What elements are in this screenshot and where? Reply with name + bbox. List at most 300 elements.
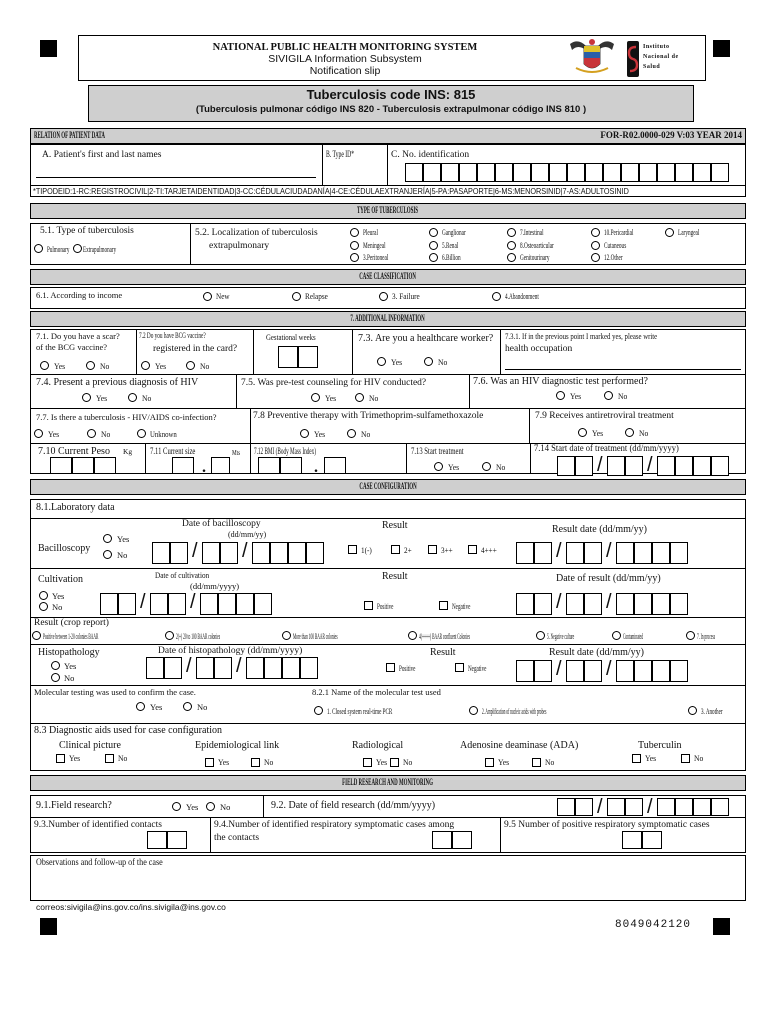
crop-option-4-radio[interactable] [408,631,417,640]
height-cell-1[interactable] [172,457,194,474]
id-number-cell-6[interactable] [495,163,513,182]
bac-result-4-checkbox[interactable] [468,545,477,554]
bacilloscopy-date-label: Date of bacilloscopy [182,519,261,529]
id-number-cell-14[interactable] [639,163,657,182]
health-occupation-field[interactable] [505,369,741,370]
id-number-cell-5[interactable] [477,163,495,182]
bacilloscopy-result-date-day-1[interactable] [516,542,534,564]
q74-no-label: No [142,393,152,403]
cultivation-result-date-year-1[interactable] [616,593,634,615]
histopathology-positive-checkbox[interactable] [386,663,395,672]
histopathology-result-date-year-3[interactable] [652,660,670,682]
income-option-1-radio[interactable] [203,292,212,301]
income-option-3-radio[interactable] [379,292,388,301]
treatment-start-date-year-3[interactable] [693,456,711,476]
field-research-date-month-1[interactable] [607,798,625,816]
cultivation-result-date-year-4[interactable] [670,593,688,615]
field-research-date-day-1[interactable] [557,798,575,816]
cultivation-date-year-4[interactable] [254,593,272,615]
histopathology-positive-label: Positive [399,663,416,673]
histopathology-date-year-3[interactable] [282,657,300,679]
bacilloscopy-date-slash-1: / [192,540,198,562]
field-research-date-label: 9.2. Date of field research (dd/mm/yyyy) [271,800,436,811]
treatment-start-date-year-2[interactable] [675,456,693,476]
bacilloscopy-date-year-4[interactable] [306,542,324,564]
id-types-legend-wrap [33,187,730,196]
bac-result-4-label-wrap [481,546,500,555]
localization-6-radio[interactable] [429,253,438,262]
molecular-test-label: Molecular testing was used to confirm the case. [34,687,196,697]
treatment-start-date-day-1[interactable] [557,456,575,476]
localization-2-label: Meningeal [363,240,386,250]
id-number-cell-13[interactable] [621,163,639,182]
bacilloscopy-label: Bacilloscopy [38,543,91,554]
q72-yes-label: Yes [155,361,167,371]
divider [530,443,531,474]
cultivation-date-label-wrap [155,571,219,580]
bac-result-2-label-wrap [404,546,413,555]
divider [30,723,746,724]
diag-aid-5-no-checkbox[interactable] [681,754,690,763]
id-number-cell-9[interactable] [549,163,567,182]
q79-yes-radio[interactable] [578,428,587,437]
field-research-date-day-2[interactable] [575,798,593,816]
cultivation-date-slash-1: / [140,591,146,613]
income-option-4-label: 4.Abandonment [505,291,539,301]
id-number-cell-4[interactable] [459,163,477,182]
divider [136,329,137,374]
crop-option-6-label: Contaminated [623,631,644,641]
contacts-cell-2[interactable] [167,831,187,849]
bac-result-3-checkbox[interactable] [428,545,437,554]
cultivation-positive-checkbox[interactable] [364,601,373,610]
q76-no-label: No [618,391,628,401]
diag-aid-1-yes-label: Yes [69,753,81,763]
histopathology-date-day-1[interactable] [146,657,164,679]
diag-aid-3-yes-label-wrap [376,758,388,767]
cultivation-date-year-2[interactable] [218,593,236,615]
form-serial-number: 8049042120 [615,919,692,931]
histopathology-result-date-year-4[interactable] [670,660,688,682]
cultivation-result-date-day-1[interactable] [516,593,534,615]
histopathology-date-slash-2: / [236,655,242,677]
diag-aid-5-no-label-wrap [694,754,704,763]
diag-aid-5-label-wrap [638,741,682,752]
bac-result-1-label-wrap [361,546,374,555]
q71-no-label: No [100,361,110,371]
divider [322,144,323,185]
contacts-cell-1[interactable] [147,831,167,849]
bacilloscopy-date-year-1[interactable] [252,542,270,564]
diag-aid-3-no-checkbox[interactable] [390,758,399,767]
histopathology-date-label: Date of histopathology (dd/mm/yyyy) [158,646,303,656]
symptomatic-cell-2[interactable] [452,831,472,849]
q79-no-radio[interactable] [625,428,634,437]
cultivation-date-year-1[interactable] [200,593,218,615]
diag-aid-2-label-wrap [195,741,279,752]
positive-symptomatic-cell-1[interactable] [622,831,642,849]
treatment-start-date-year-4[interactable] [711,456,729,476]
bacilloscopy-result-label: Result [382,520,408,531]
q713-no-label-wrap [496,463,506,472]
bacilloscopy-result-date-month-1[interactable] [566,542,584,564]
localization-13-label: Laryngeal [678,227,700,237]
molecular-option-1-label-wrap [327,707,436,716]
localization-7-label: 7.Intestinal [520,227,544,237]
localization-9-label-wrap [520,253,568,262]
q77-unknown-label-wrap [150,430,184,439]
coat-of-arms-logo [566,38,618,78]
diag-aid-2-no-checkbox[interactable] [251,758,260,767]
histopathology-result-date-month-2[interactable] [584,660,602,682]
bacilloscopy-result-date-year-2[interactable] [634,542,652,564]
q75-label: 7.5. Was pre-test counseling for HIV conducted? [241,378,427,388]
gestational-weeks-cell-1[interactable] [278,346,298,368]
cultivation-yes-radio[interactable] [39,591,48,600]
localization-11-radio[interactable] [591,241,600,250]
treatment-start-date-month-1[interactable] [607,456,625,476]
q713-no-radio[interactable] [482,462,491,471]
cultivation-date-month-2[interactable] [168,593,186,615]
bacilloscopy-no-radio[interactable] [103,550,112,559]
localization-label-2: extrapulmonary [209,241,270,251]
id-number-cell-15[interactable] [657,163,675,182]
diag-aid-2-no-label: No [264,757,274,767]
gestational-weeks-cell-2[interactable] [298,346,318,368]
histopathology-negative-label-wrap [468,664,499,673]
diag-aid-1-yes-checkbox[interactable] [56,754,65,763]
bmi-cell-3[interactable] [324,457,346,474]
histopathology-result-date-year-1[interactable] [616,660,634,682]
patient-data-band-text: RELATION OF PATIENT DATA [34,130,105,140]
height-cell-2[interactable] [211,457,230,474]
ins-logo-s-icon [627,41,639,77]
q73-no-radio[interactable] [424,357,433,366]
id-number-cell-12[interactable] [603,163,621,182]
bacilloscopy-date-day-1[interactable] [152,542,170,564]
localization-13-radio[interactable] [665,228,674,237]
q76-no-radio[interactable] [604,391,613,400]
cultivation-date-year-3[interactable] [236,593,254,615]
field-research-date-year-1[interactable] [657,798,675,816]
id-number-cell-8[interactable] [531,163,549,182]
field-research-date-slash-1: / [597,796,603,818]
id-number-cell-7[interactable] [513,163,531,182]
molecular-option-2-radio[interactable] [469,706,478,715]
crop-option-2-radio[interactable] [165,631,174,640]
bac-result-2-label: 2+ [404,545,412,555]
q713-yes-radio[interactable] [434,462,443,471]
q77-unknown-radio[interactable] [137,429,146,438]
id-types-legend: *TIPODEID:1-RC:REGISTROCIVIL|2-TI:TARJETAIDENTIDAD|3-CC:CÉDULACIUDADANÍA|4-CE:CÉDULAEXTRANJERÍA|5-PA:PASAPORTE|6-MS:MENORSINID|7-AS:ADULTOSINID [33,186,629,196]
case-classification-box [30,287,746,309]
cultivation-result-label: Result [382,571,408,582]
crop-option-3-radio[interactable] [282,631,291,640]
weight-cell-2[interactable] [72,457,94,474]
q77-no-radio[interactable] [87,429,96,438]
molecular-yes-radio[interactable] [136,702,145,711]
diag-aid-4-yes-label-wrap [498,758,510,767]
weight-cell-3[interactable] [94,457,116,474]
ins-logo-text-1: Instituto [643,44,670,50]
histopathology-date-month-2[interactable] [214,657,232,679]
bacilloscopy-date-month-1[interactable] [202,542,220,564]
histopathology-date-month-1[interactable] [196,657,214,679]
cultivation-no-label: No [52,602,63,612]
histopathology-date-year-4[interactable] [300,657,318,679]
bacilloscopy-result-date-year-1[interactable] [616,542,634,564]
q74-yes-label-wrap [96,394,108,403]
q77-yes-radio[interactable] [34,429,43,438]
cultivation-result-date-year-2[interactable] [634,593,652,615]
case-configuration-band-text: CASE CONFIGURATION [359,481,417,491]
histopathology-date-year-2[interactable] [264,657,282,679]
bmi-cell-2[interactable] [280,457,302,474]
id-number-cell-16[interactable] [675,163,693,182]
crop-option-1-radio[interactable] [32,631,41,640]
histopathology-result-date-month-1[interactable] [566,660,584,682]
histopathology-date-day-2[interactable] [164,657,182,679]
localization-10-label-wrap [604,228,651,237]
localization-11-label-wrap [604,241,640,250]
field-research-date-year-2[interactable] [675,798,693,816]
q75-yes-label-wrap [325,394,337,403]
molecular-option-1-label: 1. Closed system real-time PCR [327,706,393,716]
field-research-date-month-2[interactable] [625,798,643,816]
molecular-no-radio[interactable] [183,702,192,711]
molecular-yes-label: Yes [150,702,163,712]
crop-option-5-radio[interactable] [536,631,545,640]
localization-1-radio[interactable] [350,228,359,237]
cultivation-date-month-1[interactable] [150,593,168,615]
q78-no-radio[interactable] [347,429,356,438]
q75-yes-radio[interactable] [311,393,320,402]
bac-result-2-checkbox[interactable] [391,545,400,554]
histopathology-yes-radio[interactable] [51,661,60,670]
localization-5-label: 5.Renal [442,240,459,250]
localization-4-radio[interactable] [429,228,438,237]
id-number-cell-1[interactable] [405,163,423,182]
q72-no-label-wrap [200,362,210,371]
id-number-cell-10[interactable] [567,163,585,182]
id-number-cell-3[interactable] [441,163,459,182]
income-option-4-radio[interactable] [492,292,501,301]
molecular-option-3-radio[interactable] [688,706,697,715]
bacilloscopy-date-day-2[interactable] [170,542,188,564]
crop-option-5-label-wrap [547,632,612,641]
molecular-test-name-label: 8.2.1 Name of the molecular test used [312,687,441,697]
field-research-date-year-4[interactable] [711,798,729,816]
crop-option-3-label-wrap [293,632,399,641]
q71-yes-radio[interactable] [40,361,49,370]
localization-8-label-wrap [520,241,575,250]
cultivation-result-date-day-2[interactable] [534,593,552,615]
molecular-option-1-radio[interactable] [314,706,323,715]
divider [406,443,407,474]
diag-aid-3-yes-checkbox[interactable] [363,758,372,767]
localization-10-radio[interactable] [591,228,600,237]
q76-label: 7.6. Was an HIV diagnostic test performed? [473,376,648,387]
diag-aid-5-label: Tuberculin [638,740,682,751]
q78-yes-radio[interactable] [300,429,309,438]
cultivation-negative-checkbox[interactable] [439,601,448,610]
bmi-decimal-point: . [314,459,318,476]
q78-yes-label: Yes [314,429,326,439]
diag-aid-5-yes-label: Yes [645,753,657,763]
bacilloscopy-date-year-2[interactable] [270,542,288,564]
bacilloscopy-result-date-slash-1: / [556,540,562,562]
cultivation-negative-label-wrap [452,602,483,611]
q714-label: 7.14 Start date of treatment (dd/mm/yyyy) [534,444,679,454]
localization-5-label-wrap [442,241,468,250]
diag-aid-1-label-wrap [59,741,121,752]
localization-8-radio[interactable] [507,241,516,250]
q72-no-radio[interactable] [186,361,195,370]
tb-type-band-text: TYPE OF TUBERCULOSIS [357,205,419,215]
histopathology-no-radio[interactable] [51,673,60,682]
positive-symptomatic-cell-2[interactable] [642,831,662,849]
tb-type-label: 5.1. Type of tuberculosis [40,226,134,236]
localization-6-label: 6.Billion [442,252,461,262]
bacilloscopy-yes-radio[interactable] [103,534,112,543]
divider [253,329,254,374]
localization-3-radio[interactable] [350,253,359,262]
diag-aid-1-no-label-wrap [118,754,128,763]
cultivation-date-day-2[interactable] [118,593,136,615]
q73-yes-label-wrap [391,358,403,367]
q73-label: 7.3. Are you a healthcare worker? [358,333,494,344]
cultivation-positive-label: Positive [377,601,394,611]
field-research-no-radio[interactable] [206,802,215,811]
q731-label: 7.3.1. If in the previous point I marked yes, please write [505,331,658,341]
extrapulmonary-radio[interactable] [73,244,82,253]
bacilloscopy-result-date-year-4[interactable] [670,542,688,564]
bacilloscopy-result-date-year-3[interactable] [652,542,670,564]
org-title: NATIONAL PUBLIC HEALTH MONITORING SYSTEM [212,42,478,53]
bacilloscopy-result-date-day-2[interactable] [534,542,552,564]
treatment-start-date-day-2[interactable] [575,456,593,476]
q75-yes-label: Yes [325,393,337,403]
diag-aid-4-yes-checkbox[interactable] [485,758,494,767]
income-label: 6.1. According to income [36,290,123,300]
diag-aid-2-yes-label-wrap [218,758,230,767]
cultivation-result-date-label: Date of result (dd/mm/yy) [556,573,661,584]
localization-9-radio[interactable] [507,253,516,262]
symptomatic-cell-1[interactable] [432,831,452,849]
q731-label-2: health occupation [505,344,573,354]
q76-yes-label: Yes [570,391,582,401]
observations-label: Observations and follow-up of the case [36,858,163,868]
diag-aid-1-no-checkbox[interactable] [105,754,114,763]
localization-10-label: 10.Pericardial [604,227,634,237]
crop-option-6-radio[interactable] [612,631,621,640]
q72-yes-radio[interactable] [141,361,150,370]
histopathology-result-date-day-2[interactable] [534,660,552,682]
q72-label: 7.2 Do you have BCG vaccine? [139,330,206,340]
cultivation-result-date-year-3[interactable] [652,593,670,615]
diag-aid-4-no-checkbox[interactable] [532,758,541,767]
cultivation-result-date-month-2[interactable] [584,593,602,615]
income-option-2-radio[interactable] [292,292,301,301]
id-number-cell-11[interactable] [585,163,603,182]
diag-aid-5-yes-checkbox[interactable] [632,754,641,763]
localization-2-radio[interactable] [350,241,359,250]
bac-result-1-checkbox[interactable] [348,545,357,554]
case-classification-band-text: CASE CLASSIFICATION [359,271,417,281]
q74-yes-radio[interactable] [82,393,91,402]
pulmonary-radio[interactable] [34,244,43,253]
histopathology-date-year-1[interactable] [246,657,264,679]
registration-mark-bottom-left [40,918,57,935]
diag-aid-1-no-label: No [118,753,128,763]
field-research-date-year-3[interactable] [693,798,711,816]
diag-aid-3-no-label: No [403,757,413,767]
treatment-start-date-year-1[interactable] [657,456,675,476]
divider [145,443,146,474]
patient-name-field[interactable] [36,177,316,178]
id-number-cell-2[interactable] [423,163,441,182]
cultivation-no-radio[interactable] [39,602,48,611]
q76-yes-radio[interactable] [556,391,565,400]
diag-aid-2-yes-checkbox[interactable] [205,758,214,767]
localization-7-label-wrap [520,228,558,237]
field-research-yes-radio[interactable] [172,802,181,811]
bacilloscopy-date-year-3[interactable] [288,542,306,564]
bacilloscopy-date-month-2[interactable] [220,542,238,564]
histopathology-negative-checkbox[interactable] [455,663,464,672]
localization-8-label: 8.Osteoarticular [520,240,554,250]
crop-option-7-radio[interactable] [686,631,695,640]
localization-7-radio[interactable] [507,228,516,237]
diag-aid-5-yes-label-wrap [645,754,657,763]
histopathology-result-label: Result [430,647,456,658]
weight-cell-1[interactable] [50,457,72,474]
bmi-cell-1[interactable] [258,457,280,474]
molecular-option-2-label: 2. Amplification of nucleic acids with probes [482,706,547,716]
cultivation-yes-label: Yes [52,591,65,601]
localization-1-label-wrap [363,228,387,237]
q75-no-radio[interactable] [355,393,364,402]
registration-mark-bottom-right [713,918,730,935]
q73-yes-radio[interactable] [377,357,386,366]
bacilloscopy-date-slash-2: / [242,540,248,562]
q77-no-label-wrap [101,430,111,439]
crop-option-4-label-wrap [419,632,540,641]
histopathology-result-date-year-2[interactable] [634,660,652,682]
cultivation-positive-label-wrap [377,602,404,611]
histopathology-result-date-day-1[interactable] [516,660,534,682]
bacilloscopy-result-date-label: Result date (dd/mm/yy) [552,524,647,535]
q74-no-radio[interactable] [128,393,137,402]
cultivation-result-date-month-1[interactable] [566,593,584,615]
id-number-cell-18[interactable] [711,163,729,182]
q713-label-wrap [411,448,486,458]
id-number-cell-17[interactable] [693,163,711,182]
treatment-start-date-month-2[interactable] [625,456,643,476]
q72-label-2: registered in the card? [153,344,238,354]
crop-option-6-label-wrap [623,632,671,641]
q77-yes-label: Yes [48,429,60,439]
cultivation-date-day-1[interactable] [100,593,118,615]
q71-no-radio[interactable] [86,361,95,370]
localization-5-radio[interactable] [429,241,438,250]
field-research-yes-label: Yes [186,802,199,812]
localization-label: 5.2. Localization of tuberculosis [195,228,318,238]
registration-mark-top-right [713,40,730,57]
divider [500,817,501,853]
bacilloscopy-result-date-month-2[interactable] [584,542,602,564]
localization-12-radio[interactable] [591,253,600,262]
